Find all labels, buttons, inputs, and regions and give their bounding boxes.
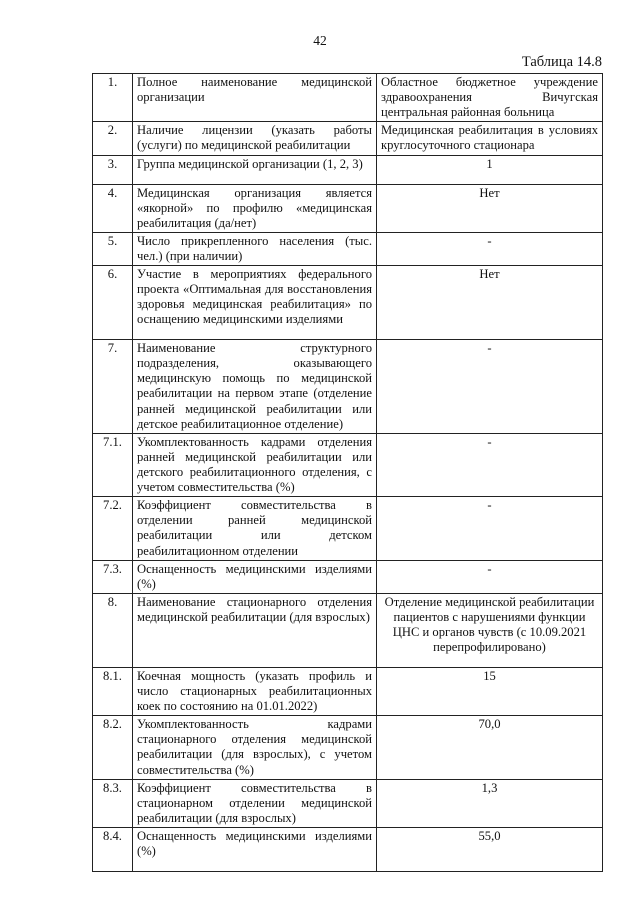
row-number: 8. bbox=[93, 593, 133, 667]
table-row bbox=[93, 593, 603, 667]
row-label: Коэффициент совместительства в стационарном отделении медицинской реабилитации (для взрослых) bbox=[133, 779, 377, 827]
row-value: - bbox=[377, 497, 603, 560]
row-label: Полное наименование медицинской организации bbox=[133, 74, 377, 122]
row-value: 1,3 bbox=[377, 779, 603, 827]
table-row bbox=[93, 184, 603, 232]
row-label: Коэффициент совместительства в отделении ранней медицинской реабилитации или детском реабилитационном отделении bbox=[133, 497, 377, 560]
row-label: Оснащенность медицинскими изделиями (%) bbox=[133, 560, 377, 593]
row-value: 55,0 bbox=[377, 827, 603, 871]
row-number: 2. bbox=[93, 122, 133, 155]
row-value: 15 bbox=[377, 667, 603, 715]
row-label: Наличие лицензии (указать работы (услуги) по медицинской реабилитации bbox=[133, 122, 377, 155]
row-number: 3. bbox=[93, 155, 133, 184]
row-value: - bbox=[377, 232, 603, 265]
table-row bbox=[93, 266, 603, 340]
table-row bbox=[93, 232, 603, 265]
table-row bbox=[93, 74, 603, 122]
table-row bbox=[93, 560, 603, 593]
row-value: - bbox=[377, 340, 603, 434]
table-row bbox=[93, 497, 603, 560]
info-table bbox=[92, 73, 603, 872]
row-number: 4. bbox=[93, 184, 133, 232]
table-row bbox=[93, 155, 603, 184]
table-row bbox=[93, 667, 603, 715]
row-number: 8.4. bbox=[93, 827, 133, 871]
table-row bbox=[93, 779, 603, 827]
row-value: Медицинская реабилитация в условиях круглосуточного стационара bbox=[377, 122, 603, 155]
row-number: 6. bbox=[93, 266, 133, 340]
row-number: 7.2. bbox=[93, 497, 133, 560]
row-label: Оснащенность медицинскими изделиями (%) bbox=[133, 827, 377, 871]
row-value: Нет bbox=[377, 266, 603, 340]
table-row bbox=[93, 433, 603, 496]
row-number: 7.3. bbox=[93, 560, 133, 593]
page-number: 42 bbox=[313, 33, 327, 48]
row-number: 7. bbox=[93, 340, 133, 434]
row-label: Укомплектованность кадрами отделения ранней медицинской реабилитации или детского реабилитационного отделения, с учетом совместительства (%) bbox=[133, 433, 377, 496]
row-number: 1. bbox=[93, 74, 133, 122]
row-value: - bbox=[377, 560, 603, 593]
table-row bbox=[93, 122, 603, 155]
row-number: 5. bbox=[93, 232, 133, 265]
row-number: 8.2. bbox=[93, 716, 133, 779]
row-value: - bbox=[377, 433, 603, 496]
table-row bbox=[93, 340, 603, 434]
row-value: Областное бюджетное учреждение здравоохранения Вичугская центральная районная больница bbox=[377, 74, 603, 122]
row-label: Группа медицинской организации (1, 2, 3) bbox=[133, 155, 377, 184]
row-label: Участие в мероприятиях федерального проекта «Оптимальная для восстановления здоровья медицинская реабилитация» по оснащению медицинскими изделиями bbox=[133, 266, 377, 340]
row-label: Укомплектованность кадрами стационарного отделения медицинской реабилитации (для взрослых), с учетом совместительства (%) bbox=[133, 716, 377, 779]
row-value: Отделение медицинской реабилитации пациентов с нарушениями функции ЦНС и органов чувств (с 10.09.2021 перепрофилировано) bbox=[377, 593, 603, 667]
table-row bbox=[93, 716, 603, 779]
row-value: Нет bbox=[377, 184, 603, 232]
row-label: Наименование стационарного отделения медицинской реабилитации (для взрослых) bbox=[133, 593, 377, 667]
row-number: 8.1. bbox=[93, 667, 133, 715]
row-value: 1 bbox=[377, 155, 603, 184]
row-label: Наименование структурного подразделения, оказывающего медицинскую помощь по медицинской реабилитации на первом этапе (отделение ранней медицинской реабилитации или детское реабилитационное отделение) bbox=[133, 340, 377, 434]
table-row bbox=[93, 827, 603, 871]
row-value: 70,0 bbox=[377, 716, 603, 779]
row-number: 7.1. bbox=[93, 433, 133, 496]
row-label: Число прикрепленного населения (тыс. чел.) (при наличии) bbox=[133, 232, 377, 265]
row-label: Медицинская организация является «якорной» по профилю «медицинская реабилитация (да/нет) bbox=[133, 184, 377, 232]
row-label: Коечная мощность (указать профиль и число стационарных реабилитационных коек по состоянию на 01.01.2022) bbox=[133, 667, 377, 715]
table-caption: Таблица 14.8 bbox=[521, 54, 602, 70]
row-number: 8.3. bbox=[93, 779, 133, 827]
